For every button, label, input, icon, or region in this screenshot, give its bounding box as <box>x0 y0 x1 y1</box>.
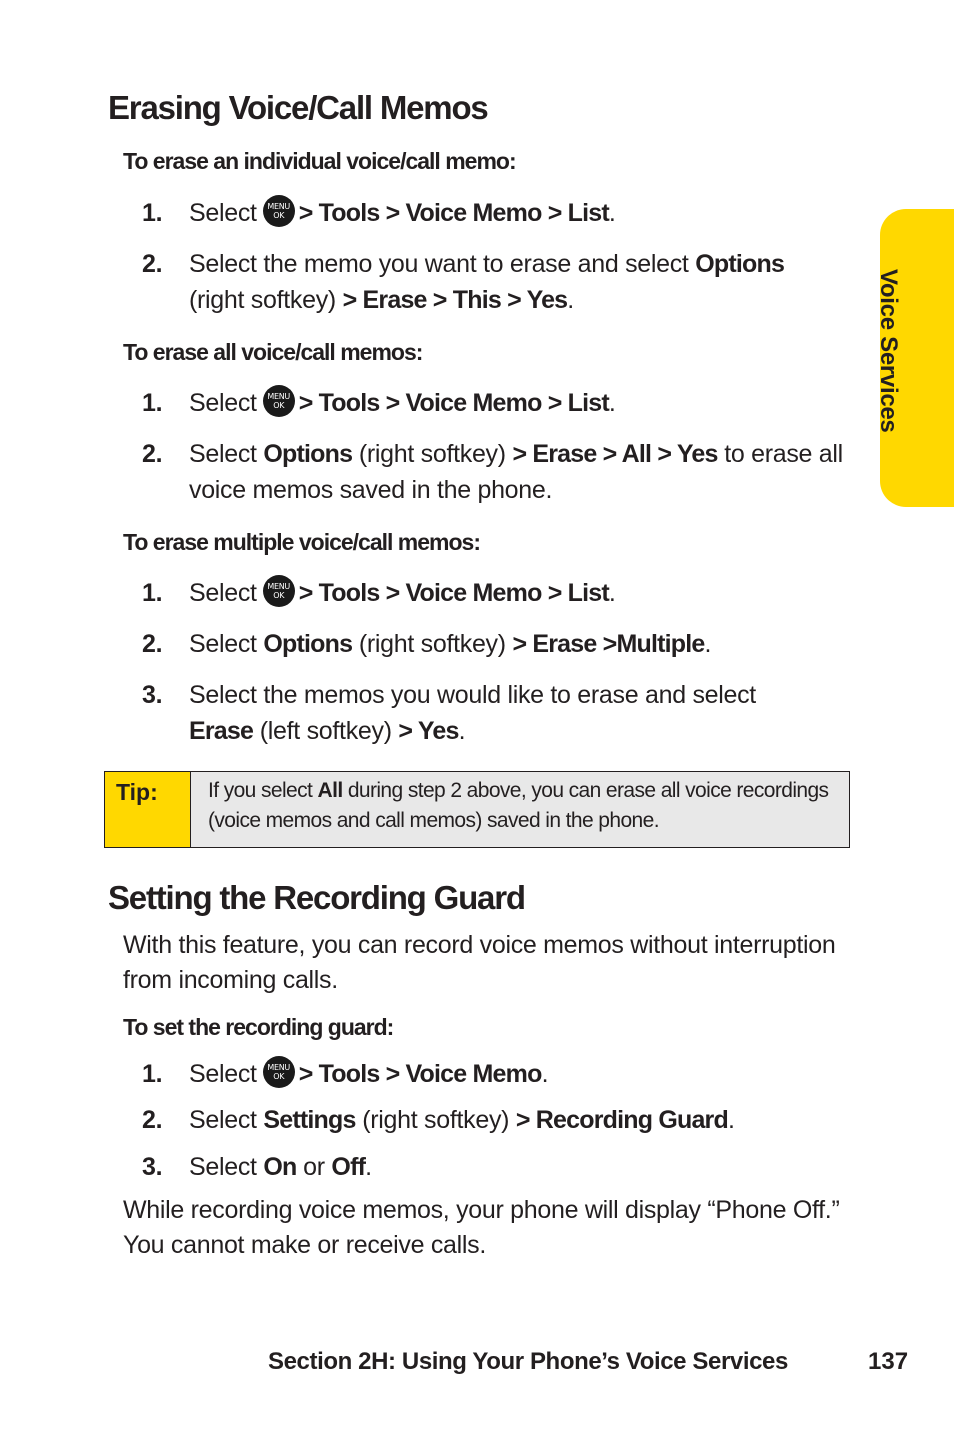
step-number: 2. <box>142 1106 163 1134</box>
step-individual-2: 2. Select the memo you want to erase and select Options (right softkey) > Erase > This > Yes. <box>142 246 867 318</box>
step-number: 1. <box>142 579 163 607</box>
step-number: 1. <box>142 389 163 417</box>
subheading-individual: To erase an individual voice/call memo: <box>123 148 516 174</box>
menu-path: > Yes <box>398 717 459 745</box>
menu-ok-key-icon: MENU OK <box>263 385 295 417</box>
step-multiple-3: 3. Select the memos you would like to erase and select Erase (left softkey) > Yes. <box>142 677 867 749</box>
intro-paragraph: With this feature, you can record voice memos without interruption from incoming calls. <box>123 931 836 994</box>
step-text: Select <box>189 1153 257 1181</box>
menu-ok-key-icon: MENU OK <box>263 575 295 607</box>
step-number: 3. <box>142 681 163 709</box>
softkey-label: Settings <box>263 1106 356 1134</box>
softkey-label: Options <box>263 630 353 658</box>
step-number: 2. <box>142 630 163 658</box>
menu-path: > Tools > Voice Memo <box>298 1060 542 1088</box>
step-text: Select <box>189 1106 257 1134</box>
outro-paragraph: While recording voice memos, your phone will display “Phone Off.” You cannot make or receive calls. <box>123 1196 840 1259</box>
menu-path: > Tools > Voice Memo > List <box>298 199 609 227</box>
step-text: Select <box>189 1060 257 1088</box>
step-text: Select <box>189 440 257 468</box>
option-on: On <box>263 1153 297 1181</box>
menu-path: > Recording Guard <box>515 1106 728 1134</box>
step-text: Select <box>189 199 257 227</box>
step-number: 1. <box>142 199 163 227</box>
step-number: 2. <box>142 440 163 468</box>
subheading-all: To erase all voice/call memos: <box>123 339 423 365</box>
softkey-label: Options <box>695 250 785 278</box>
menu-ok-key-icon: MENU OK <box>263 1056 295 1088</box>
step-text: Select the memos you would like to erase and select <box>189 681 756 709</box>
step-text: Select <box>189 579 257 607</box>
menu-path: > Erase >Multiple <box>512 630 705 658</box>
tip-body: If you select All during step 2 above, you can erase all voice recordings (voice memos and call memos) saved in the phone. <box>191 772 849 847</box>
section-tab <box>875 209 954 507</box>
step-number: 2. <box>142 250 163 278</box>
step-all-2: 2. Select Options (right softkey) > Erase > All > Yes to erase all voice memos saved in the phone. <box>142 436 867 508</box>
menu-path: > Tools > Voice Memo > List <box>298 579 609 607</box>
page-number: 137 <box>868 1348 909 1375</box>
menu-path: > Tools > Voice Memo > List <box>298 389 609 417</box>
menu-path: > Erase > This > Yes <box>342 286 568 314</box>
footer-section-title: Section 2H: Using Your Phone’s Voice Services <box>268 1348 788 1375</box>
step-number: 1. <box>142 1060 163 1088</box>
section-title-recording-guard: Setting the Recording Guard <box>108 879 525 916</box>
softkey-label: Erase <box>189 717 254 745</box>
step-text: Select the memo you want to erase and select <box>189 250 689 278</box>
softkey-label: Options <box>263 440 353 468</box>
step-text: Select <box>189 630 257 658</box>
option-off: Off <box>331 1153 366 1181</box>
subheading-recording-guard: To set the recording guard: <box>123 1014 394 1040</box>
tip-box <box>104 771 850 848</box>
subheading-multiple: To erase multiple voice/call memos: <box>123 529 480 555</box>
menu-ok-key-icon: MENU OK <box>263 195 295 227</box>
step-number: 3. <box>142 1153 163 1181</box>
section-tab-label: Voice Services <box>875 269 902 433</box>
tip-label: Tip: <box>105 772 191 847</box>
section-title-erasing: Erasing Voice/Call Memos <box>108 89 488 126</box>
menu-path: > Erase > All > Yes <box>512 440 718 468</box>
step-text: Select <box>189 389 257 417</box>
